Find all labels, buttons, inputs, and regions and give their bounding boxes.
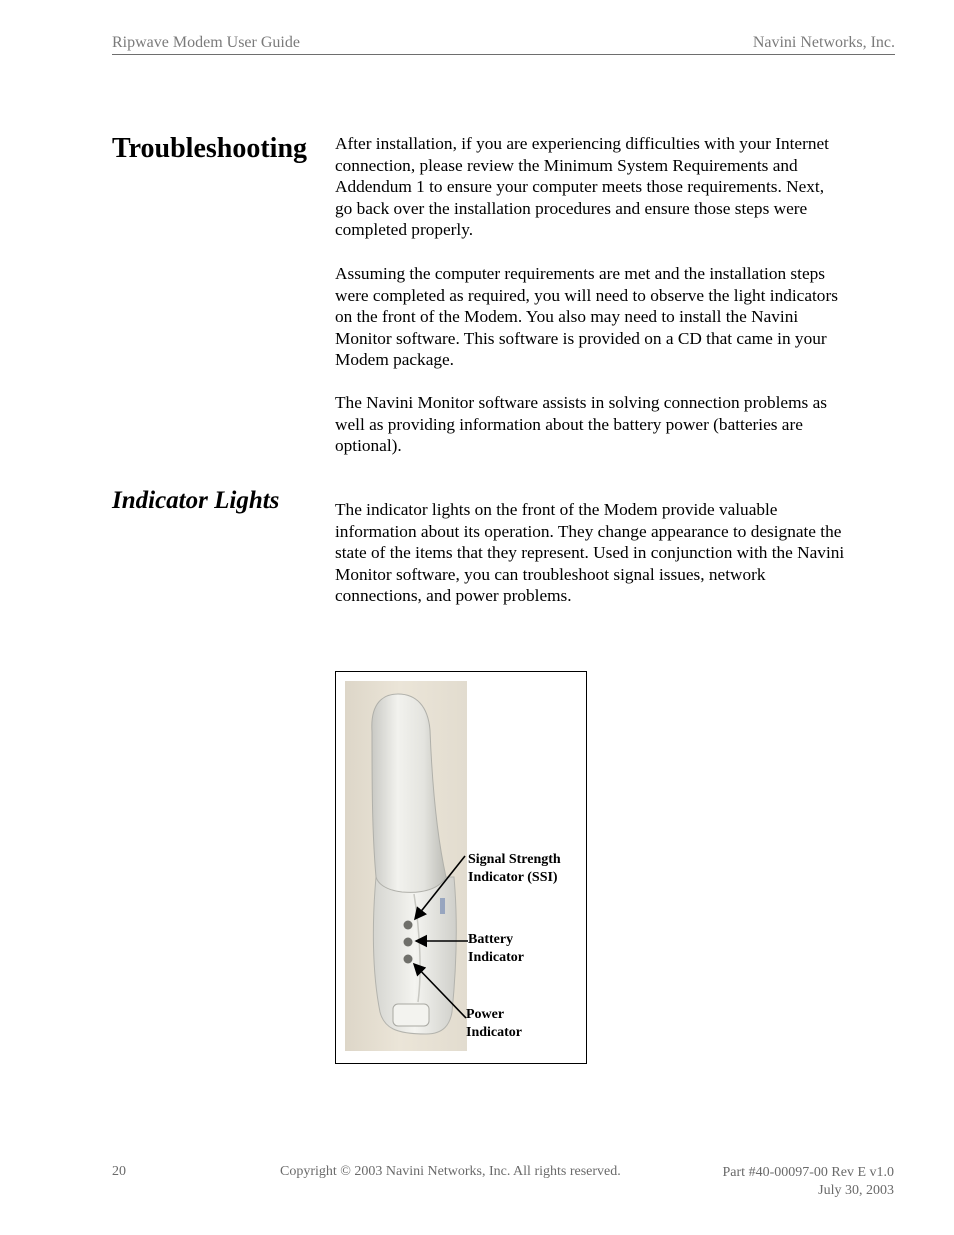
header-company-name: Navini Networks, Inc.	[752, 34, 895, 51]
modem-indicator-figure	[335, 671, 587, 1064]
revision-date: July 30, 2003	[818, 1183, 894, 1198]
indicator-lights-paragraph: The indicator lights on the front of the Modem provide valuable information about its operation. They change appearance to designate the state of the items that they represent. Used in conjunction with the Navini Monitor software, you can troubleshoot signal issues, network connections, and power problems.	[335, 500, 845, 606]
page-number: 20	[112, 1164, 126, 1179]
footer-revision-info	[723, 1164, 894, 1200]
copyright-notice: Copyright © 2003 Navini Networks, Inc. All rights reserved.	[280, 1164, 621, 1179]
header-document-title: Ripwave Modem User Guide	[112, 34, 300, 51]
page-header	[112, 34, 895, 55]
troubleshooting-paragraph-2: Assuming the computer requirements are met and the installation steps were completed as required, you will need to observe the light indicators on the front of the Modem. You also may need to install the Navini Monitor software. This software is provided on a CD that came in your Modem package.	[335, 264, 838, 370]
troubleshooting-paragraph-3: The Navini Monitor software assists in solving connection problems as well as providing information about the battery power (batteries are optional).	[335, 393, 827, 456]
power-indicator-label: Power Indicator	[466, 1007, 522, 1040]
indicator-lights-heading: Indicator Lights	[112, 487, 280, 514]
signal-strength-indicator-label: Signal Strength Indicator (SSI)	[468, 852, 561, 885]
troubleshooting-heading: Troubleshooting	[112, 133, 308, 164]
battery-indicator-label: Battery Indicator	[468, 932, 524, 965]
part-number: Part #40-00097-00 Rev E v1.0	[722, 1165, 894, 1180]
troubleshooting-paragraph-1: After installation, if you are experiencing difficulties with your Internet connection, please review the Minimum System Requirements and Addendum 1 to ensure your computer meets those requirements. Next, go back over the installation procedures and ensure those steps were completed properly.	[335, 134, 829, 240]
